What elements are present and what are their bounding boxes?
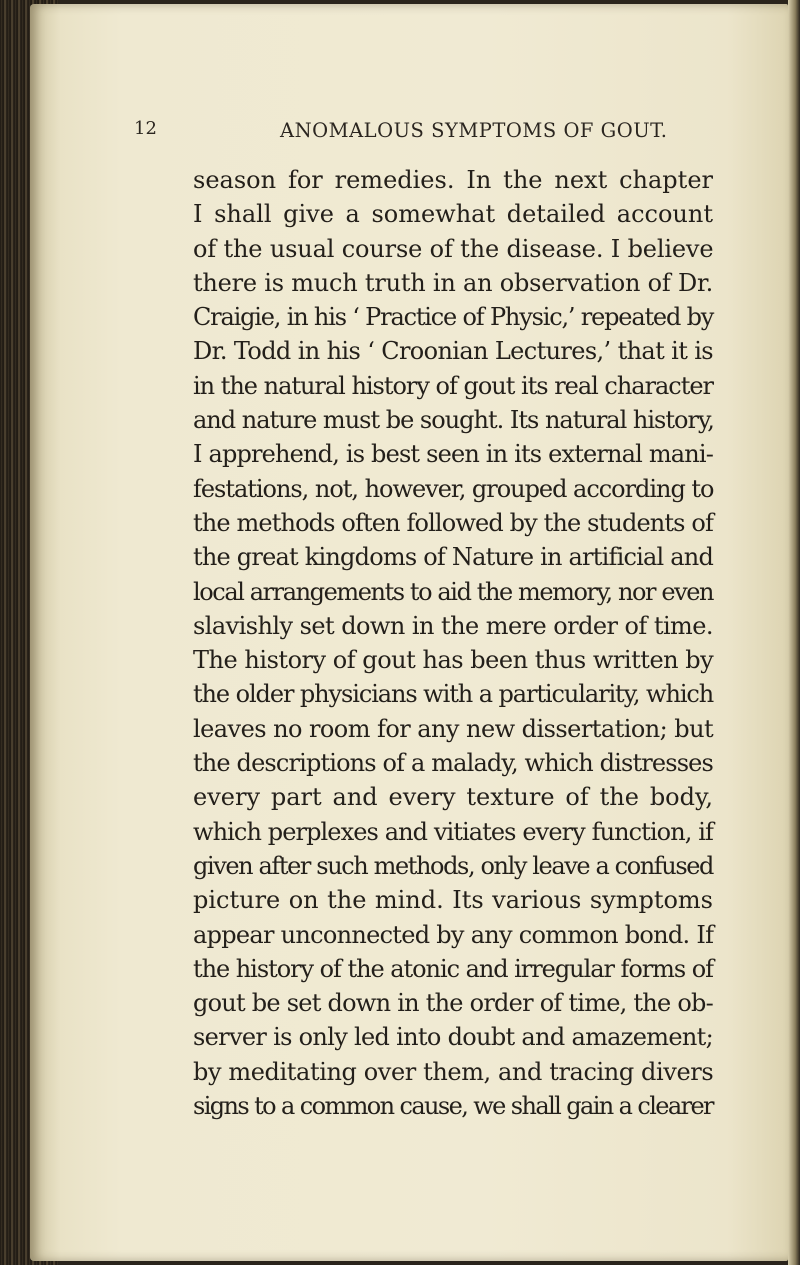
text-line: the history of the atonic and irregular forms of (193, 954, 713, 983)
text-line: I apprehend, is best seen in its external mani- (193, 440, 713, 469)
text-line: in the natural history of gout its real character (193, 371, 713, 400)
text-line: Dr. Todd in his ‘ Croonian Lectures,’ that it is (193, 337, 713, 366)
text-line: which perplexes and vitiates every function, if (193, 817, 713, 846)
text-line: and nature must be sought. Its natural history, (193, 406, 714, 435)
text-line: gout be set down in the order of time, the ob- (193, 989, 713, 1018)
text-line: slavishly set down in the mere order of time. (193, 611, 713, 640)
text-line: the methods often followed by the students of (193, 508, 713, 537)
text-line: festations, not, however, grouped according to (193, 474, 714, 503)
text-line: leaves no room for any new dissertation; but (193, 714, 714, 743)
page-number: 12 (134, 118, 157, 139)
text-line: given after such methods, only leave a confused (193, 851, 713, 880)
text-line: appear unconnected by any common bond. If (193, 920, 714, 949)
text-line: I shall give a somewhat detailed account (193, 200, 713, 229)
running-title: ANOMALOUS SYMPTOMS OF GOUT. (280, 119, 668, 142)
text-line: The history of gout has been thus written by (193, 646, 714, 675)
page-edge (788, 0, 800, 1265)
page-header (134, 118, 694, 148)
text-line: the descriptions of a malady, which distresses (193, 749, 713, 778)
text-line: picture on the mind. Its various symptoms (193, 886, 713, 915)
text-line: server is only led into doubt and amazement; (193, 1023, 714, 1052)
text-line: season for remedies. In the next chapter (193, 166, 713, 194)
text-line: local arrangements to aid the memory, nor even (193, 577, 714, 606)
text-line: there is much truth in an observation of Dr. (193, 268, 713, 297)
text-line: signs to a common cause, we shall gain a clearer (193, 1092, 713, 1121)
text-line: Craigie, in his ‘ Practice of Physic,’ repeated by (193, 303, 714, 332)
text-line: by meditating over them, and tracing divers (193, 1057, 714, 1086)
text-line: of the usual course of the disease. I believe (193, 234, 714, 263)
text-line: the older physicians with a particularity, which (193, 680, 714, 709)
body-text (193, 163, 713, 1123)
text-line: every part and every texture of the body, (193, 783, 713, 812)
text-line: the great kingdoms of Nature in artificial and (193, 543, 714, 572)
